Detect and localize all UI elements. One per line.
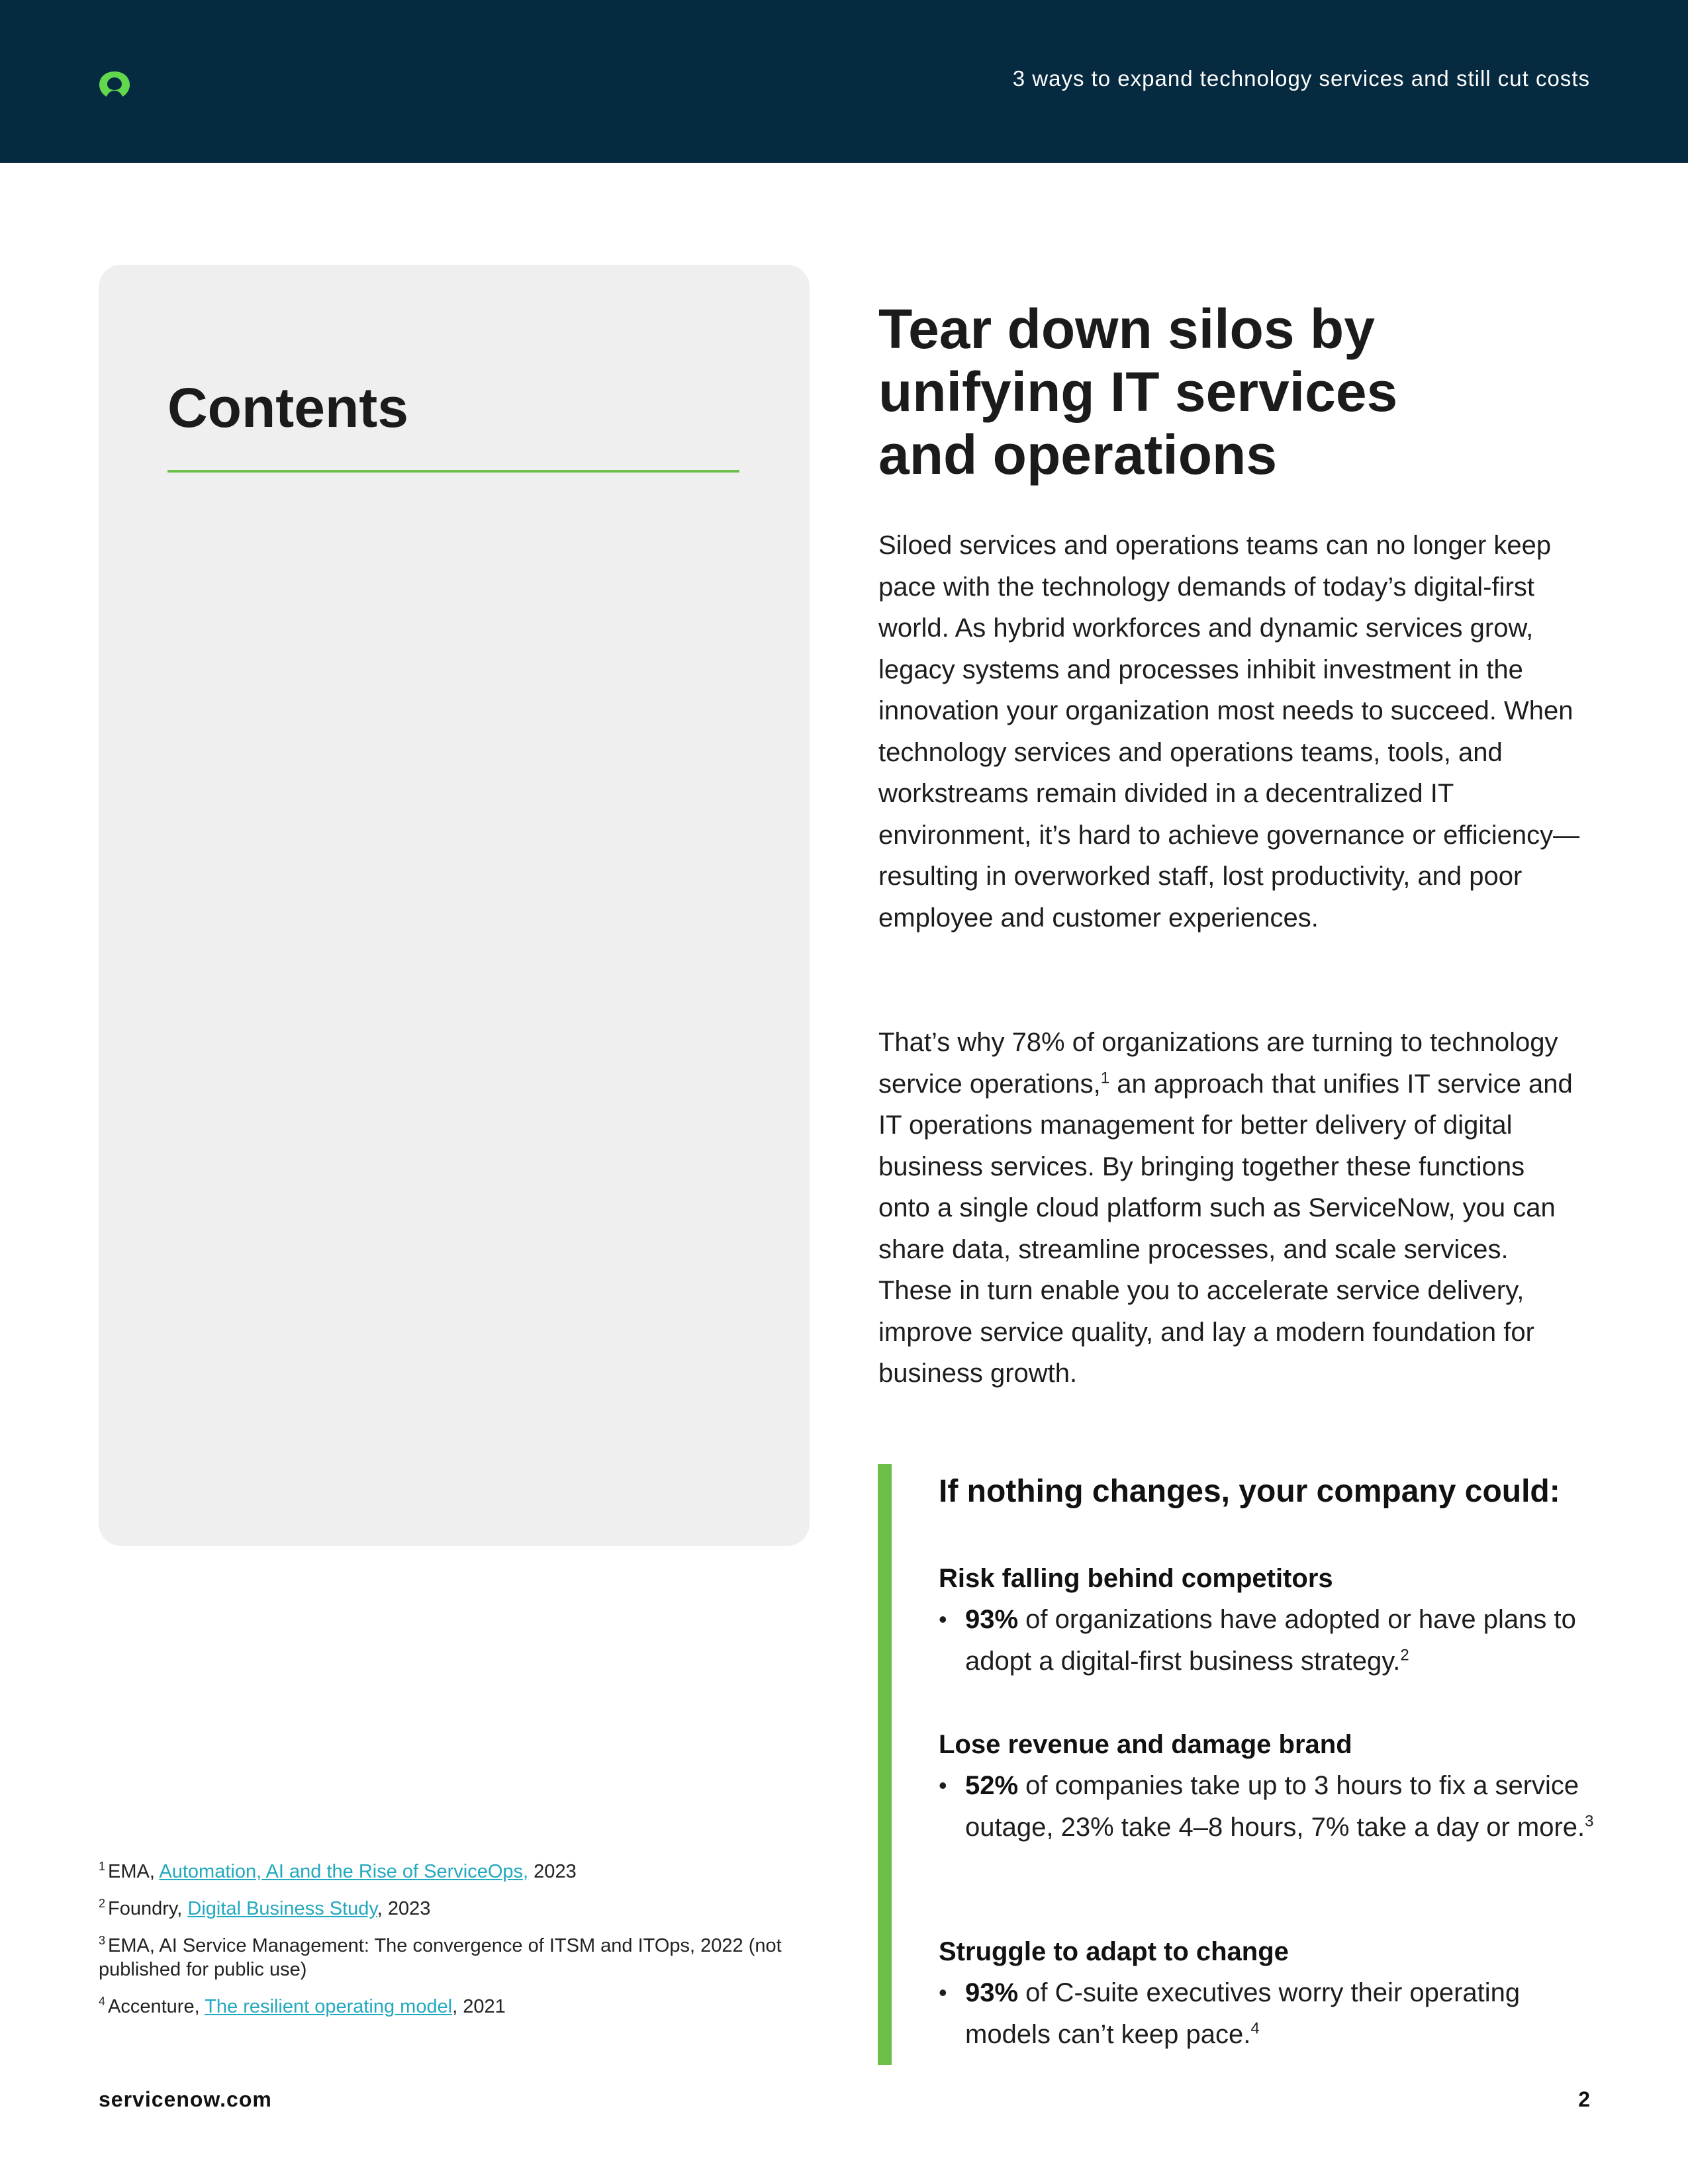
paragraph-text: That’s why 78% of organizations are turning to technology service operations, xyxy=(878,1028,1558,1099)
footnote-source: Foundry, xyxy=(108,1898,188,1919)
bullet-body: of companies take up to 3 hours to fix a service outage, 23% take 4–8 hours, 7% take a day or more. xyxy=(965,1771,1585,1842)
bullet-stat: 52% xyxy=(965,1771,1019,1800)
bullet-text xyxy=(965,1978,1520,2049)
bullet-body: of organizations have adopted or have plans to adopt a digital-first business strategy. xyxy=(965,1605,1576,1676)
footnote-year: , 2023 xyxy=(377,1898,431,1919)
footnote-link[interactable]: Automation, AI and the Rise of ServiceOps, xyxy=(159,1861,529,1882)
logo-shape xyxy=(99,71,130,97)
risk-heading: Lose revenue and damage brand xyxy=(939,1730,1352,1759)
footnote-number: 2 xyxy=(99,1897,106,1911)
body-paragraph-2 xyxy=(878,1022,1580,1394)
bullet-body: of C-suite executives worry their operating models can’t keep pace. xyxy=(965,1978,1521,2049)
bullet-icon: • xyxy=(939,1979,947,2006)
footnote-source: Accenture, xyxy=(108,1996,205,2017)
article-title-line: and operations xyxy=(878,424,1278,486)
footnote-link[interactable]: Digital Business Study xyxy=(187,1898,377,1919)
footnote xyxy=(99,1995,800,2019)
callout-heading: If nothing changes, your company could: xyxy=(939,1474,1560,1509)
paragraph-text: an approach that unifies IT service and IT operations management for better delivery of digital business services. By bringing together these functions onto a single cloud platform such as ServiceNow, you can share data, streamline processes, and scale services. These in turn enable you to accelerate service delivery, improve service quality, and lay a modern foundation for business growth. xyxy=(878,1069,1573,1388)
risk-item xyxy=(939,1934,1601,2055)
footnote xyxy=(99,1897,800,1921)
risk-item xyxy=(939,1561,1601,1682)
header-bar xyxy=(0,0,1688,163)
footnote-ref[interactable]: 2 xyxy=(1400,1646,1409,1664)
bullet-stat: 93% xyxy=(965,1605,1019,1634)
bullet-text xyxy=(965,1605,1576,1676)
callout-accent-bar xyxy=(878,1464,892,2065)
bullet-stat: 93% xyxy=(965,1978,1019,2007)
body-paragraph-1: Siloed services and operations teams can no longer keep pace with the technology demands of today’s digital-first world. As hybrid workforces and dynamic services grow, legacy systems and processes inhibit investment in the innovation your organization most needs to succeed. When technology services and operations teams, tools, and workstreams remain divided in a decentralized IT environment, it’s hard to achieve governance or efficiency—resulting in overworked staff, lost productivity, and poor employee and customer experiences. xyxy=(878,531,1580,933)
footnote-ref[interactable]: 1 xyxy=(1100,1069,1110,1087)
footer-url[interactable]: servicenow.com xyxy=(99,2087,272,2111)
footnote-ref[interactable]: 4 xyxy=(1250,2019,1260,2038)
article-title-line: unifying IT services xyxy=(878,361,1398,423)
contents-heading: Contents xyxy=(167,377,408,439)
footnote xyxy=(99,1934,800,1981)
footnote-source: EMA, AI Service Management: The convergence of ITSM and ITOps, 2022 (not published for public use) xyxy=(99,1935,782,1980)
footnote-number: 3 xyxy=(99,1934,106,1948)
risk-heading: Struggle to adapt to change xyxy=(939,1937,1289,1966)
bullet-text xyxy=(965,1771,1594,1842)
footnotes xyxy=(99,1860,800,2032)
page-number: 2 xyxy=(1578,2087,1590,2111)
footnote-link[interactable]: The resilient operating model xyxy=(205,1996,453,2017)
footnote-source: EMA, xyxy=(108,1861,160,1882)
footnote-year: 2023 xyxy=(528,1861,577,1882)
risk-bullet xyxy=(939,1599,1601,1682)
contents-panel xyxy=(99,265,810,1546)
risk-bullet xyxy=(939,1972,1601,2055)
bullet-icon: • xyxy=(939,1772,947,1799)
footnote-ref[interactable]: 3 xyxy=(1585,1812,1594,1831)
header-title: 3 ways to expand technology services and still cut costs xyxy=(1012,66,1590,91)
footnote xyxy=(99,1860,800,1884)
contents-divider xyxy=(167,470,739,473)
footnote-number: 4 xyxy=(99,1995,106,2009)
servicenow-logo-icon[interactable] xyxy=(98,70,131,98)
article-title-line: Tear down silos by xyxy=(878,298,1375,360)
risk-heading: Risk falling behind competitors xyxy=(939,1564,1333,1593)
risk-item xyxy=(939,1727,1601,1848)
article-title xyxy=(878,298,1573,486)
footnote-year: , 2021 xyxy=(452,1996,506,2017)
risk-bullet xyxy=(939,1765,1601,1848)
footnote-number: 1 xyxy=(99,1860,106,1874)
bullet-icon: • xyxy=(939,1606,947,1633)
